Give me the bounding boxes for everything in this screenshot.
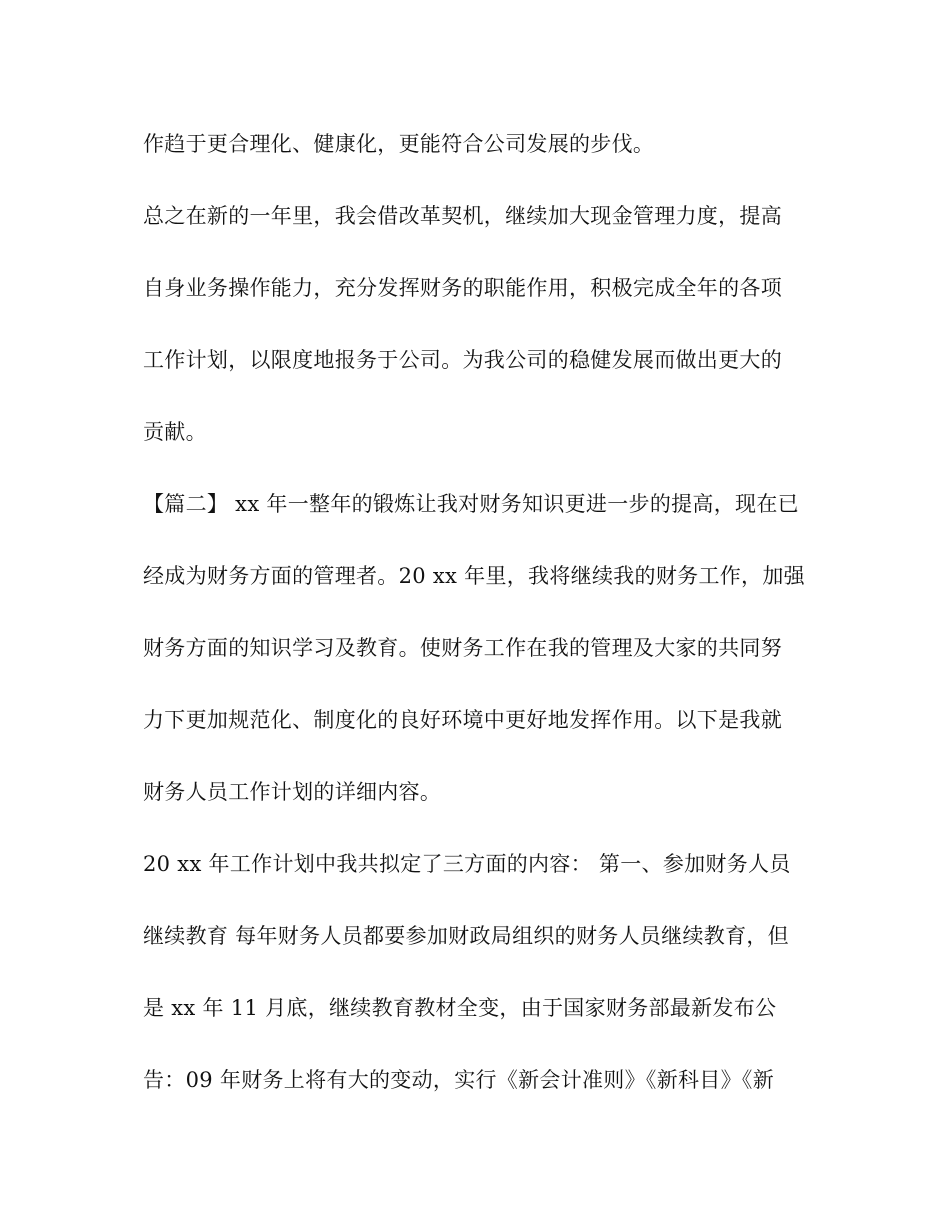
text-line-5: 贡献。	[143, 420, 207, 444]
text-line-11: 20 xx 年工作计划中我共拟定了三方面的内容： 第一、参加财务人员	[143, 852, 791, 876]
text-line-3: 自身业务操作能力，充分发挥财务的职能作用，积极完成全年的各项	[143, 276, 782, 300]
text-line-13: 是 xx 年 11 月底，继续教育教材全变，由于国家财务部最新发布公	[143, 996, 777, 1020]
text-line-2: 总之在新的一年里，我会借改革契机，继续加大现金管理力度，提高	[143, 204, 782, 228]
text-line-10: 财务人员工作计划的详细内容。	[143, 780, 442, 804]
text-line-4: 工作计划，以限度地报务于公司。为我公司的稳健发展而做出更大的	[143, 348, 782, 372]
text-line-7: 经成为财务方面的管理者。20 xx 年里，我将继续我的财务工作，加强	[143, 564, 805, 588]
text-line-9: 力下更加规范化、制度化的良好环境中更好地发挥作用。以下是我就	[143, 708, 782, 732]
text-line-1: 作趋于更合理化、健康化，更能符合公司发展的步伐。	[143, 132, 655, 156]
text-line-12: 继续教育 每年财务人员都要参加财政局组织的财务人员继续教育，但	[143, 924, 789, 948]
text-line-6: 【篇二】 xx 年一整年的锻炼让我对财务知识更进一步的提高，现在已	[143, 492, 799, 516]
text-line-8: 财务方面的知识学习及教育。使财务工作在我的管理及大家的共同努	[143, 636, 782, 660]
text-line-14: 告：09 年财务上将有大的变动，实行《新会计准则》《新科目》《新	[143, 1068, 774, 1092]
